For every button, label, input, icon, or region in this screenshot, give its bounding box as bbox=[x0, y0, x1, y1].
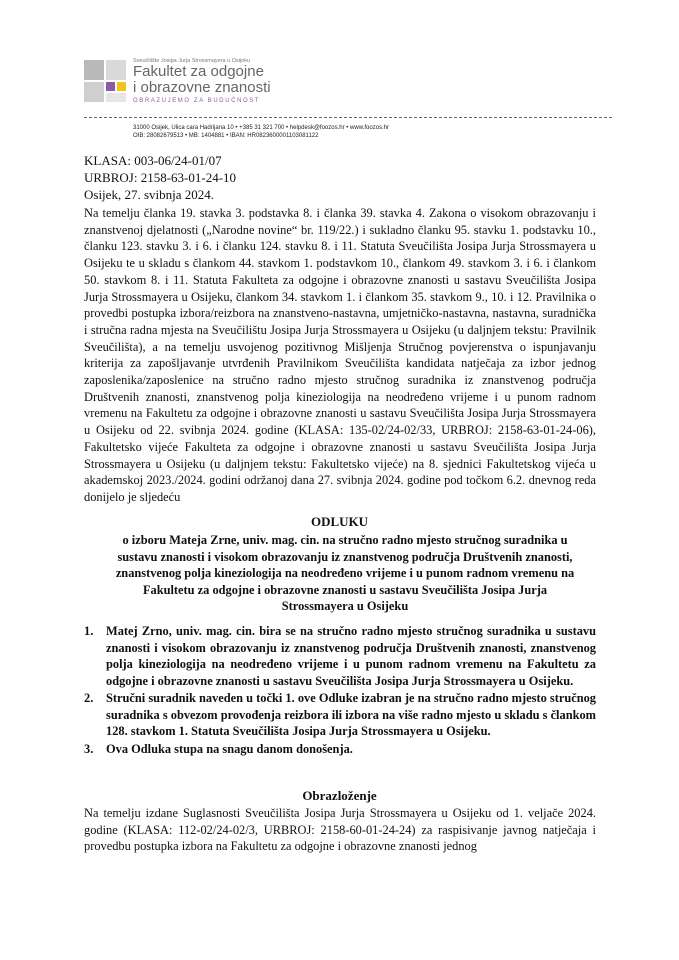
contact-address: 31000 Osijek, Ulica cara Hadrijana 10 • +385 31 321 700 • helpdesk@foozos.hr • www.foozos.hr bbox=[133, 125, 390, 131]
item-text: Matej Zrno, univ. mag. cin. bira se na stručno radno mjesto stručnog suradnika u sustavu znanosti i visokom obrazovanju iz znanstvenog područja Društvenih znanosti, znanstvenog polja kineziologija na neodređeno vrijeme i u punom radnom vremenu na Fakultetu za odgojne i obrazovne znanosti u sastavu Sveučilišta Josipa Jurja Strossmayera u Osijeku. bbox=[106, 624, 596, 688]
date-line: Osijek, 27. svibnja 2024. bbox=[84, 187, 214, 202]
decision-items bbox=[84, 623, 596, 758]
decision-item bbox=[84, 741, 596, 758]
university-name: Sveučilište Josipa Jurja Strossmayera u Osijeku bbox=[133, 58, 251, 64]
contact-ids: OIB: 28082679513 • MB: 1404881 • IBAN: HR0823600001103081122 bbox=[133, 133, 319, 139]
item-number: 3. bbox=[84, 741, 94, 756]
item-number: 1. bbox=[84, 624, 94, 638]
faculty-name-line2: i obrazovne znanosti bbox=[133, 79, 271, 96]
logo-square-grey bbox=[84, 60, 104, 80]
faculty-motto: OBRAZUJEMO ZA BUDUĆNOST bbox=[133, 98, 261, 104]
decision-title: ODLUKU bbox=[310, 514, 369, 529]
item-text: Ova Odluka stupa na snagu danom donošenja. bbox=[106, 741, 353, 756]
legal-basis-paragraph: Na temelju članka 19. stavka 3. podstavka 8. i članka 39. stavka 4. Zakona o visokom obrazovanju i znanstvenoj djelatnosti („Narodne novine“ br. 119/22.) i sukladno članku 95. stavku 1. podstavku 10., članku 123. stavku 3. i 6. i članku 124. stavku 8. i 11. Statuta Sveučilišta Josipa Jurja Strossmayera u Osijeku te u skladu s člankom 44. stavkom 1. podstavkom 10., člankom 49. stavkom 3. i 6. i člankom 50. stavkom 8. i 11. Statuta Fakulteta za odgojne i obrazovne znanosti u sastavu Sveučilišta Josipa Jurja Strossmayera u Osijeku, člankom 34. stavkom 1. i člankom 35. stavkom 9., 10. i 12. Pravilnika o provedbi postupka izbora/reizbora na znanstveno-nastavna, umjetničko-nastavna, nastavna, suradnička i stručna radna mjesta na Sveučilištu Josipa Jurja Strossmayera u Osijeku (u daljnjem tekstu: Pravilnik Sveučilišta), a na temelju usvojenog pozitivnog Mišljenja Stručnog povjerenstva o ispunjavanju kriterija za zapošljavanje utvrđenih Pravilnikom Sveučilišta kandidata natječaja za izbor jednog zaposlenika/zaposlenice na stručno radno mjesto stručnog suradnika iz znanstvenog područja Društvenih znanosti, znanstvenog polja kineziologija na neodređeno vrijeme i u punom radnom vremenu na Fakultetu za odgojne i obrazovne znanosti u sastavu Sveučilišta Josipa Jurja Strossmayera u Osijeku od 22. svibnja 2024. godine (KLASA: 135-02/24-02/33, URBROJ: 2158-63-01-24-06), Fakultetsko vijeće Fakulteta za odgojne i obrazovne znanosti u sastavu Sveučilišta Josipa Jurja Strossmayera u Osijeku (u daljnjem tekstu: Fakultetsko vijeće) na 8. sjednici Fakultetskog vijeća u akademskoj 2023./2024. godini održanoj dana 27. svibnja 2024. godine pod točkom 6.2. dnevnog reda donijelo je sljedeću bbox=[84, 206, 596, 504]
logo-square-pale bbox=[106, 93, 126, 102]
explanation-title: Obrazloženje bbox=[302, 788, 377, 803]
logo-square-yellow bbox=[117, 82, 126, 91]
logo-square-purple bbox=[106, 82, 115, 91]
header-divider bbox=[84, 117, 612, 118]
klasa-line: KLASA: 003-06/24-01/07 bbox=[84, 153, 222, 168]
faculty-name-line1: Fakultet za odgojne bbox=[133, 63, 264, 80]
document-meta bbox=[84, 152, 236, 203]
decision-subtitle: o izboru Mateja Zrne, univ. mag. cin. na stručno radno mjesto stručnog suradnika u sustavu znanosti i visokom obrazovanju iz znanstvenog područja Društvenih znanosti, znanstvenog polja kineziologija na neodređeno vrijeme i u punom radnom vremenu na Fakultetu za odgojne i obrazovne znanosti u sastavu Sveučilišta Josipa Jurja Strossmayera u Osijeku bbox=[115, 533, 575, 613]
faculty-logo bbox=[84, 60, 126, 102]
explanation-paragraph: Na temelju izdane Suglasnosti Sveučilišta Josipa Jurja Strossmayera u Osijeku od 1. veljače 2024. godine (KLASA: 112-02/24-02/3, URBROJ: 2158-60-01-24-24) za raspisivanje javnog natječaja i provedbu postupka izbora na Fakultetu za odgojne i obrazovne znanosti jednog bbox=[84, 806, 596, 854]
decision-item bbox=[84, 623, 596, 689]
urbroj-line: URBROJ: 2158-63-01-24-10 bbox=[84, 170, 237, 185]
logo-square-mid bbox=[84, 82, 104, 102]
item-text: Stručni suradnik naveden u točki 1. ove Odluke izabran je na stručno radno mjesto stručnog suradnika s obvezom provođenja reizbora ili izbora na više radno mjesto u skladu s člankom 128. stavkom 1. Statuta Sveučilišta Josipa Jurja Strossmayera u Osijeku. bbox=[106, 691, 596, 738]
decision-item bbox=[84, 690, 596, 740]
item-number: 2. bbox=[84, 691, 94, 705]
logo-square-light bbox=[106, 60, 126, 80]
